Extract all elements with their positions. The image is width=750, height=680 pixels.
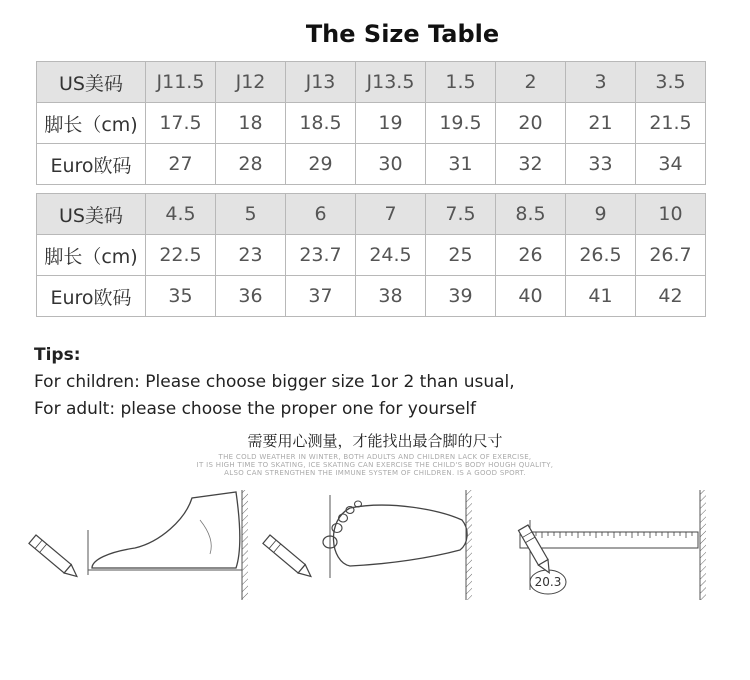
- table-cell: 1.5: [426, 62, 496, 103]
- ruler-reading: 20.3: [534, 575, 562, 589]
- table-cell: 17.5: [146, 103, 216, 144]
- table-row-foot-length: [37, 235, 706, 276]
- row-label-euro: Euro欧码: [37, 144, 146, 185]
- table-cell: 23: [216, 235, 286, 276]
- table-cell: 4.5: [146, 194, 216, 235]
- table-row-euro-size: [37, 276, 706, 317]
- size-table-small: [36, 61, 706, 185]
- table-cell: 26.5: [566, 235, 636, 276]
- foot-measurement-illustration: [0, 480, 750, 610]
- table-cell: 41: [566, 276, 636, 317]
- table-cell: 6: [286, 194, 356, 235]
- measure-caption: 需要用心测量，才能找出最合脚的尺寸: [247, 432, 503, 450]
- table-cell: 35: [146, 276, 216, 317]
- table-cell: J12: [216, 62, 286, 103]
- table-cell: 26.7: [636, 235, 706, 276]
- pencil-icon: [29, 535, 81, 581]
- top-foot-icon: [323, 490, 472, 600]
- table-cell: J13: [286, 62, 356, 103]
- row-label-us: US美码: [37, 62, 146, 103]
- table-cell: 5: [216, 194, 286, 235]
- table-cell: 29: [286, 144, 356, 185]
- table-cell: 33: [566, 144, 636, 185]
- table-cell: 22.5: [146, 235, 216, 276]
- table-row-foot-length: [37, 103, 706, 144]
- table-cell: 3.5: [636, 62, 706, 103]
- table-cell: 39: [426, 276, 496, 317]
- table-cell: 32: [496, 144, 566, 185]
- table-cell: 3: [566, 62, 636, 103]
- table-cell: 9: [566, 194, 636, 235]
- table-cell: 21: [566, 103, 636, 144]
- side-foot-icon: [88, 490, 248, 600]
- table-cell: 31: [426, 144, 496, 185]
- table-cell: 20: [496, 103, 566, 144]
- table-cell: 7: [356, 194, 426, 235]
- table-cell: J11.5: [146, 62, 216, 103]
- table-cell: 18.5: [286, 103, 356, 144]
- table-cell: J13.5: [356, 62, 426, 103]
- table-cell: 19: [356, 103, 426, 144]
- table-cell: 8.5: [496, 194, 566, 235]
- tips-children: For children: Please choose bigger size 1or 2 than usual,: [34, 372, 515, 392]
- table-cell: 27: [146, 144, 216, 185]
- tips-adult: For adult: please choose the proper one for yourself: [34, 399, 477, 419]
- measure-subtext: THE COLD WEATHER IN WINTER, BOTH ADULTS AND CHILDREN LACK OF EXERCISE,: [218, 453, 532, 461]
- table-row-euro-size: [37, 144, 706, 185]
- row-label-us: US美码: [37, 194, 146, 235]
- table-cell: 30: [356, 144, 426, 185]
- tips-heading: Tips:: [34, 345, 81, 365]
- table-cell: 36: [216, 276, 286, 317]
- table-cell: 42: [636, 276, 706, 317]
- table-cell: 7.5: [426, 194, 496, 235]
- table-cell: 24.5: [356, 235, 426, 276]
- page-title: The Size Table: [305, 20, 500, 48]
- measure-subtext: IT IS HIGH TIME TO SKATING, ICE SKATING CAN EXERCISE THE CHILD'S BODY HOUGH QUALITY,: [196, 461, 554, 469]
- table-cell: 37: [286, 276, 356, 317]
- table-cell: 28: [216, 144, 286, 185]
- row-label-euro: Euro欧码: [37, 276, 146, 317]
- table-row-us-size: [37, 62, 706, 103]
- table-cell: 18: [216, 103, 286, 144]
- tips-section: [34, 342, 515, 423]
- pencil-icon: [263, 535, 315, 581]
- table-row-us-size: [37, 194, 706, 235]
- row-label-foot-length: 脚长（cm): [37, 103, 146, 144]
- table-cell: 38: [356, 276, 426, 317]
- table-cell: 23.7: [286, 235, 356, 276]
- table-cell: 2: [496, 62, 566, 103]
- table-cell: 25: [426, 235, 496, 276]
- table-cell: 26: [496, 235, 566, 276]
- table-cell: 21.5: [636, 103, 706, 144]
- row-label-foot-length: 脚长（cm): [37, 235, 146, 276]
- measure-subtext: ALSO CAN STRENGTHEN THE IMMUNE SYSTEM OF CHILDREN. IS A GOOD SPORT.: [224, 469, 526, 477]
- size-table-large: [36, 193, 706, 317]
- table-cell: 19.5: [426, 103, 496, 144]
- table-cell: 40: [496, 276, 566, 317]
- table-cell: 10: [636, 194, 706, 235]
- table-cell: 34: [636, 144, 706, 185]
